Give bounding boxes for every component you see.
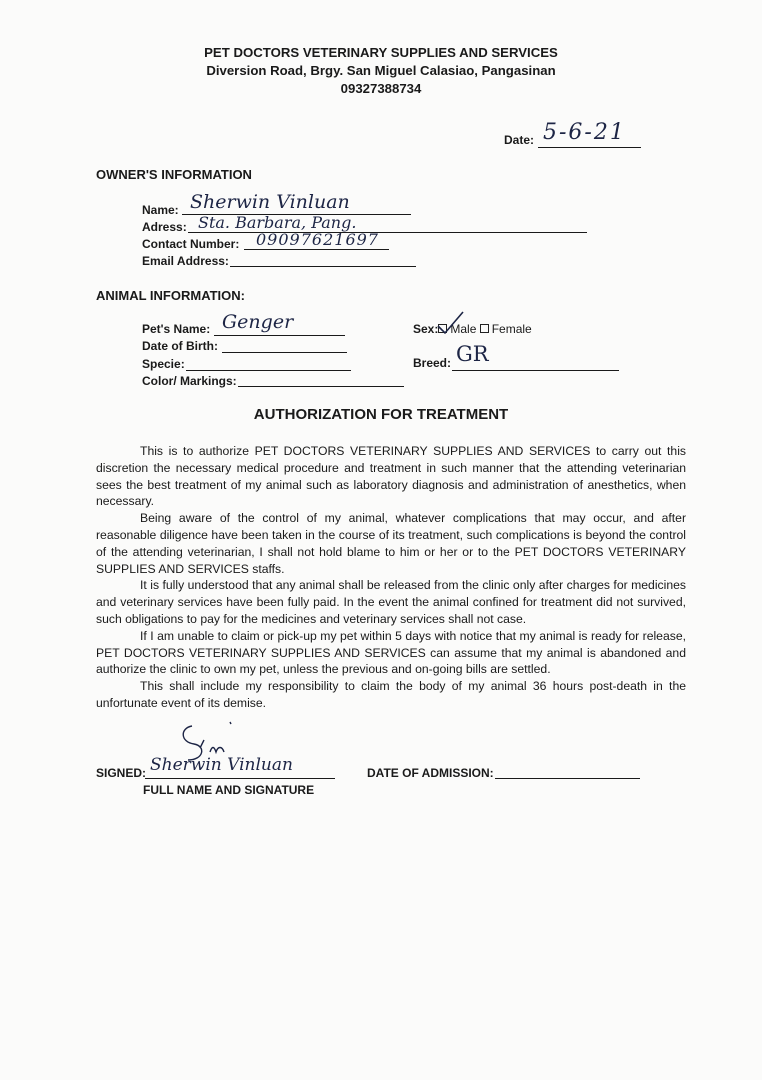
color-line <box>238 386 404 387</box>
dob-label: Date of Birth: <box>142 339 218 353</box>
specie-line <box>186 370 351 371</box>
signed-line <box>145 778 335 779</box>
signed-label: SIGNED: <box>96 766 147 780</box>
business-phone: 09327388734 <box>340 81 422 96</box>
authorization-body <box>96 443 686 712</box>
pet-name-value: Genger <box>222 311 294 333</box>
sex-label: Sex: <box>413 322 439 336</box>
male-check-mark-icon <box>436 310 466 336</box>
owner-contact-line <box>244 249 389 250</box>
authorization-title: AUTHORIZATION FOR TREATMENT <box>253 406 509 423</box>
authorization-paragraph: It is fully understood that any animal shall be released from the clinic only after charges for medicines and veterinary services have been fully paid. In the event the animal confined for treatment did not survived, such obligations to pay for the medicines and veterinary services shall not case. <box>96 578 686 626</box>
authorization-paragraph: This shall include my responsibility to claim the body of my animal 36 hours post-death in the unfortunate event of its demise. <box>96 679 686 710</box>
date-label: Date: <box>504 133 535 147</box>
pet-name-line <box>214 335 345 336</box>
animal-section-title: ANIMAL INFORMATION: <box>96 288 245 303</box>
date-line <box>538 147 641 148</box>
owner-contact-label: Contact Number: <box>142 237 240 251</box>
owner-section-title: OWNER'S INFORMATION <box>96 167 252 182</box>
owner-name-value: Sherwin Vinluan <box>190 191 350 213</box>
sex-male-label: Male <box>450 322 477 336</box>
breed-line <box>452 370 619 371</box>
admission-label: DATE OF ADMISSION: <box>367 766 494 780</box>
owner-name-label: Name: <box>142 203 179 217</box>
admission-line <box>495 778 640 779</box>
owner-email-label: Email Address: <box>142 254 229 268</box>
sex-female-label: Female <box>491 322 532 336</box>
pet-name-label: Pet's Name: <box>142 322 211 336</box>
owner-address-label: Adress: <box>142 220 187 234</box>
date-value: 5-6-21 <box>543 120 626 145</box>
female-checkbox <box>480 324 489 333</box>
authorization-paragraph: Being aware of the control of my animal, whatever complications that may occur, and after reasonable diligence have been taken in the course of its treatment, such complications is beyond the control of the attending veterinarian, I shall not hold blame to him or her or to the PET DOCTORS VETERINARY SUPPLIES AND SERVICES staffs. <box>96 511 686 576</box>
color-label: Color/ Markings: <box>142 374 237 388</box>
dob-line <box>222 352 347 353</box>
business-address: Diversion Road, Brgy. San Miguel Calasiao, Pangasinan <box>206 63 556 78</box>
owner-address-line <box>188 232 587 233</box>
owner-contact-value: 09097621697 <box>256 230 379 249</box>
owner-email-line <box>230 266 416 267</box>
business-name: PET DOCTORS VETERINARY SUPPLIES AND SERVICES <box>204 45 558 60</box>
sex-field <box>413 322 532 336</box>
signature-caption: FULL NAME AND SIGNATURE <box>143 783 315 797</box>
owner-address-value: Sta. Barbara, Pang. <box>198 213 357 232</box>
authorization-paragraph: This is to authorize PET DOCTORS VETERINARY SUPPLIES AND SERVICES to carry out this discretion the necessary medical procedure and treatment in such manner that the attending veterinarian sees the best treatment of my animal such as laboratory diagnosis and administration of anesthetics, when necessary. <box>96 444 686 509</box>
breed-label: Breed: <box>413 356 452 370</box>
breed-value: GR <box>456 342 489 366</box>
authorization-paragraph: If I am unable to claim or pick-up my pet within 5 days with notice that my animal is ready for release, PET DOCTORS VETERINARY SUPPLIES AND SERVICES can assume that my animal is abandoned and authorize the clinic to own my pet, unless the previous and on-going bills are settled. <box>96 628 686 677</box>
signed-name: Sherwin Vinluan <box>150 755 293 775</box>
form-header <box>0 44 762 98</box>
specie-label: Specie: <box>142 357 185 371</box>
